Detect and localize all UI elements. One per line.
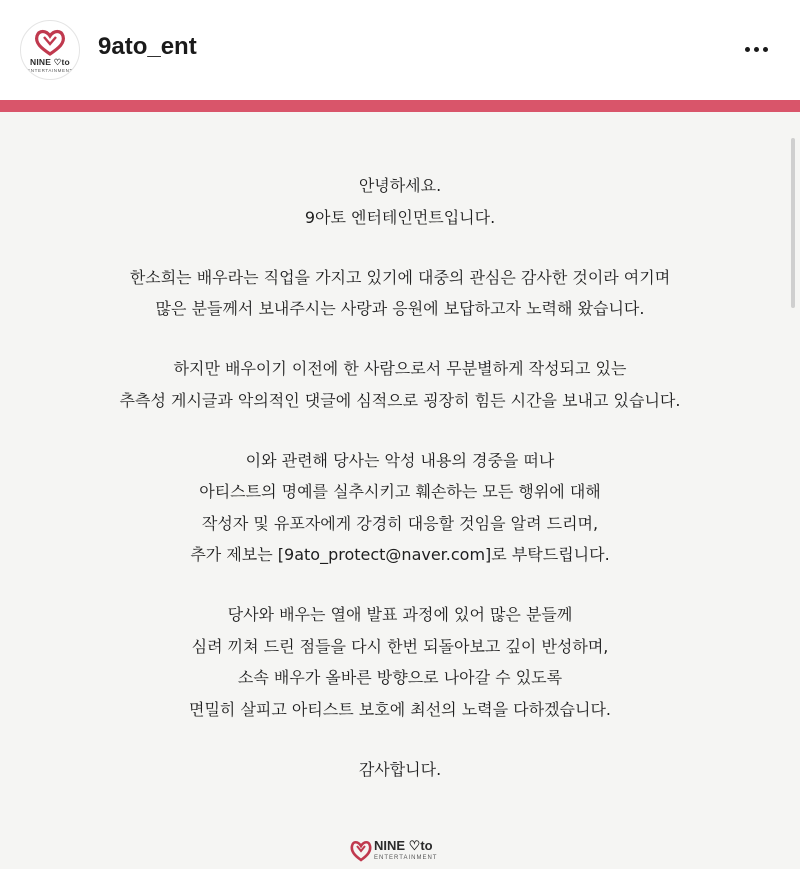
- notice-paragraph: [60, 262, 740, 325]
- notice-line: 작성자 및 유포자에게 강경히 대응할 것임을 알려 드리며,: [201, 513, 599, 533]
- post-header: [0, 0, 800, 100]
- footer-logo-subtext: ENTERTAINMENT: [374, 855, 438, 861]
- notice-line: 추측성 게시글과 악의적인 댓글에 심적으로 굉장히 힘든 시간을 보내고 있습니다.: [119, 390, 681, 410]
- notice-line: 면밀히 살피고 아티스트 보호에 최선의 노력을 다하겠습니다.: [188, 699, 611, 719]
- notice-line: 추가 제보는 [9ato_protect@naver.com]로 부탁드립니다.: [190, 545, 610, 564]
- notice-line: 하지만 배우이기 이전에 한 사람으로서 무분별하게 작성되고 있는: [173, 359, 627, 378]
- avatar[interactable]: [20, 20, 80, 80]
- notice-line: 당사와 배우는 열애 발표 과정에 있어 많은 분들께: [227, 605, 573, 624]
- more-horizontal-icon: [763, 47, 768, 52]
- notice-paragraph: [60, 353, 740, 416]
- notice-paragraph: [60, 170, 740, 233]
- notice-paragraph: [60, 754, 740, 786]
- scrollbar[interactable]: [791, 138, 795, 308]
- notice-line: 안녕하세요.: [358, 176, 442, 195]
- more-options-button[interactable]: [736, 36, 776, 62]
- notice-line: 아티스트의 명예를 실추시키고 훼손하는 모든 행위에 대해: [199, 482, 601, 501]
- footer-logo: [350, 836, 460, 866]
- notice-line: 소속 배우가 올바른 방향으로 나아갈 수 있도록: [237, 668, 563, 687]
- footer-logo-text: NINE ♡to: [374, 838, 433, 853]
- avatar-logo-text: NINE ♡to: [30, 57, 70, 67]
- more-horizontal-icon: [745, 47, 750, 52]
- more-horizontal-icon: [754, 47, 759, 52]
- avatar-logo-subtext: ENTERTAINMENT: [27, 68, 73, 73]
- notice-line: 9아토 엔터테인먼트입니다.: [304, 207, 496, 227]
- notice-line: 많은 분들께서 보내주시는 사랑과 응원에 보답하고자 노력해 왔습니다.: [155, 299, 645, 318]
- notice-text: [60, 170, 740, 814]
- accent-bar: [0, 100, 800, 112]
- notice-paragraph: [60, 599, 740, 725]
- notice-line: 심려 끼쳐 드린 점들을 다시 한번 되돌아보고 깊이 반성하며,: [191, 636, 609, 656]
- notice-paragraph: [60, 445, 740, 571]
- notice-line: 감사합니다.: [358, 759, 442, 779]
- notice-line: 이와 관련해 당사는 악성 내용의 경중을 떠나: [245, 450, 555, 470]
- brand-heart-icon: [350, 838, 372, 864]
- username[interactable]: 9ato_ent: [98, 33, 197, 60]
- notice-line: 한소희는 배우라는 직업을 가지고 있기에 대중의 관심은 감사한 것이라 여기며: [129, 267, 671, 287]
